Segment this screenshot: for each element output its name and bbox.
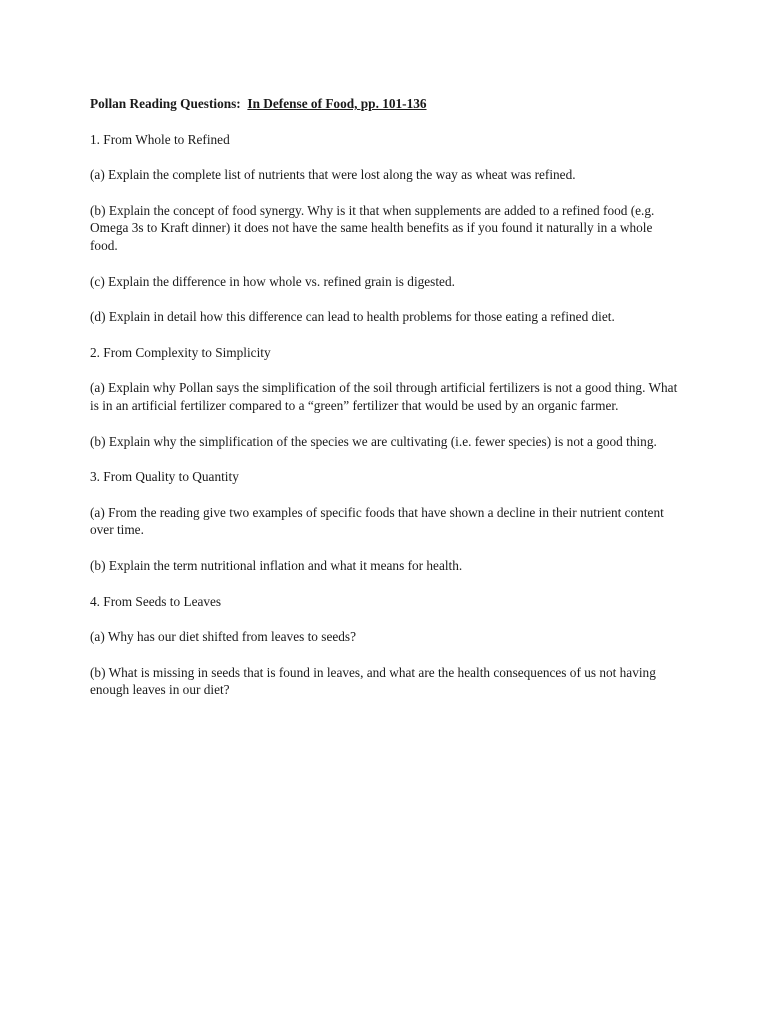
question-1b: (b) Explain the concept of food synergy. Why is it that when supplements are added to a refined food (e.g. Omega 3s to Kraft dinner) it does not have the same health benefits as if you found it naturally in a whole food. bbox=[90, 202, 655, 253]
question-1d: (d) Explain in detail how this difference can lead to health problems for those eating a refined diet. bbox=[90, 309, 615, 325]
question-4a: (a) Why has our diet shifted from leaves to seeds? bbox=[90, 629, 356, 645]
question-1c: (c) Explain the difference in how whole vs. refined grain is digested. bbox=[90, 273, 455, 289]
question-4b: (b) What is missing in seeds that is found in leaves, and what are the health consequences of us not having enough leaves in our diet? bbox=[90, 664, 656, 698]
section-heading: 4. From Seeds to Leaves bbox=[90, 593, 222, 609]
document-body bbox=[90, 95, 680, 717]
title-prefix: Pollan Reading Questions: bbox=[90, 96, 241, 111]
question-1a: (a) Explain the complete list of nutrients that were lost along the way as wheat was refined. bbox=[90, 167, 576, 183]
section-4 bbox=[90, 593, 680, 699]
question-3b: (b) Explain the term nutritional inflation and what it means for health. bbox=[90, 557, 463, 573]
section-heading: 1. From Whole to Refined bbox=[90, 131, 230, 147]
section-3 bbox=[90, 468, 680, 574]
section-heading: 3. From Quality to Quantity bbox=[90, 469, 239, 485]
document-title bbox=[90, 95, 680, 113]
section-heading: 2. From Complexity to Simplicity bbox=[90, 344, 271, 360]
section-2 bbox=[90, 344, 680, 450]
question-2a: (a) Explain why Pollan says the simplification of the soil through artificial fertilizers is not a good thing. What is in an artificial fertilizer compared to a “green” fertilizer that would be used by an organic farmer. bbox=[90, 380, 678, 413]
question-2b: (b) Explain why the simplification of the species we are cultivating (i.e. fewer species) is not a good thing. bbox=[90, 433, 657, 449]
section-1 bbox=[90, 131, 680, 326]
title-book: In Defense of Food, pp. 101-136 bbox=[247, 96, 427, 111]
question-3a: (a) From the reading give two examples of specific foods that have shown a decline in their nutrient content over time. bbox=[90, 504, 664, 538]
